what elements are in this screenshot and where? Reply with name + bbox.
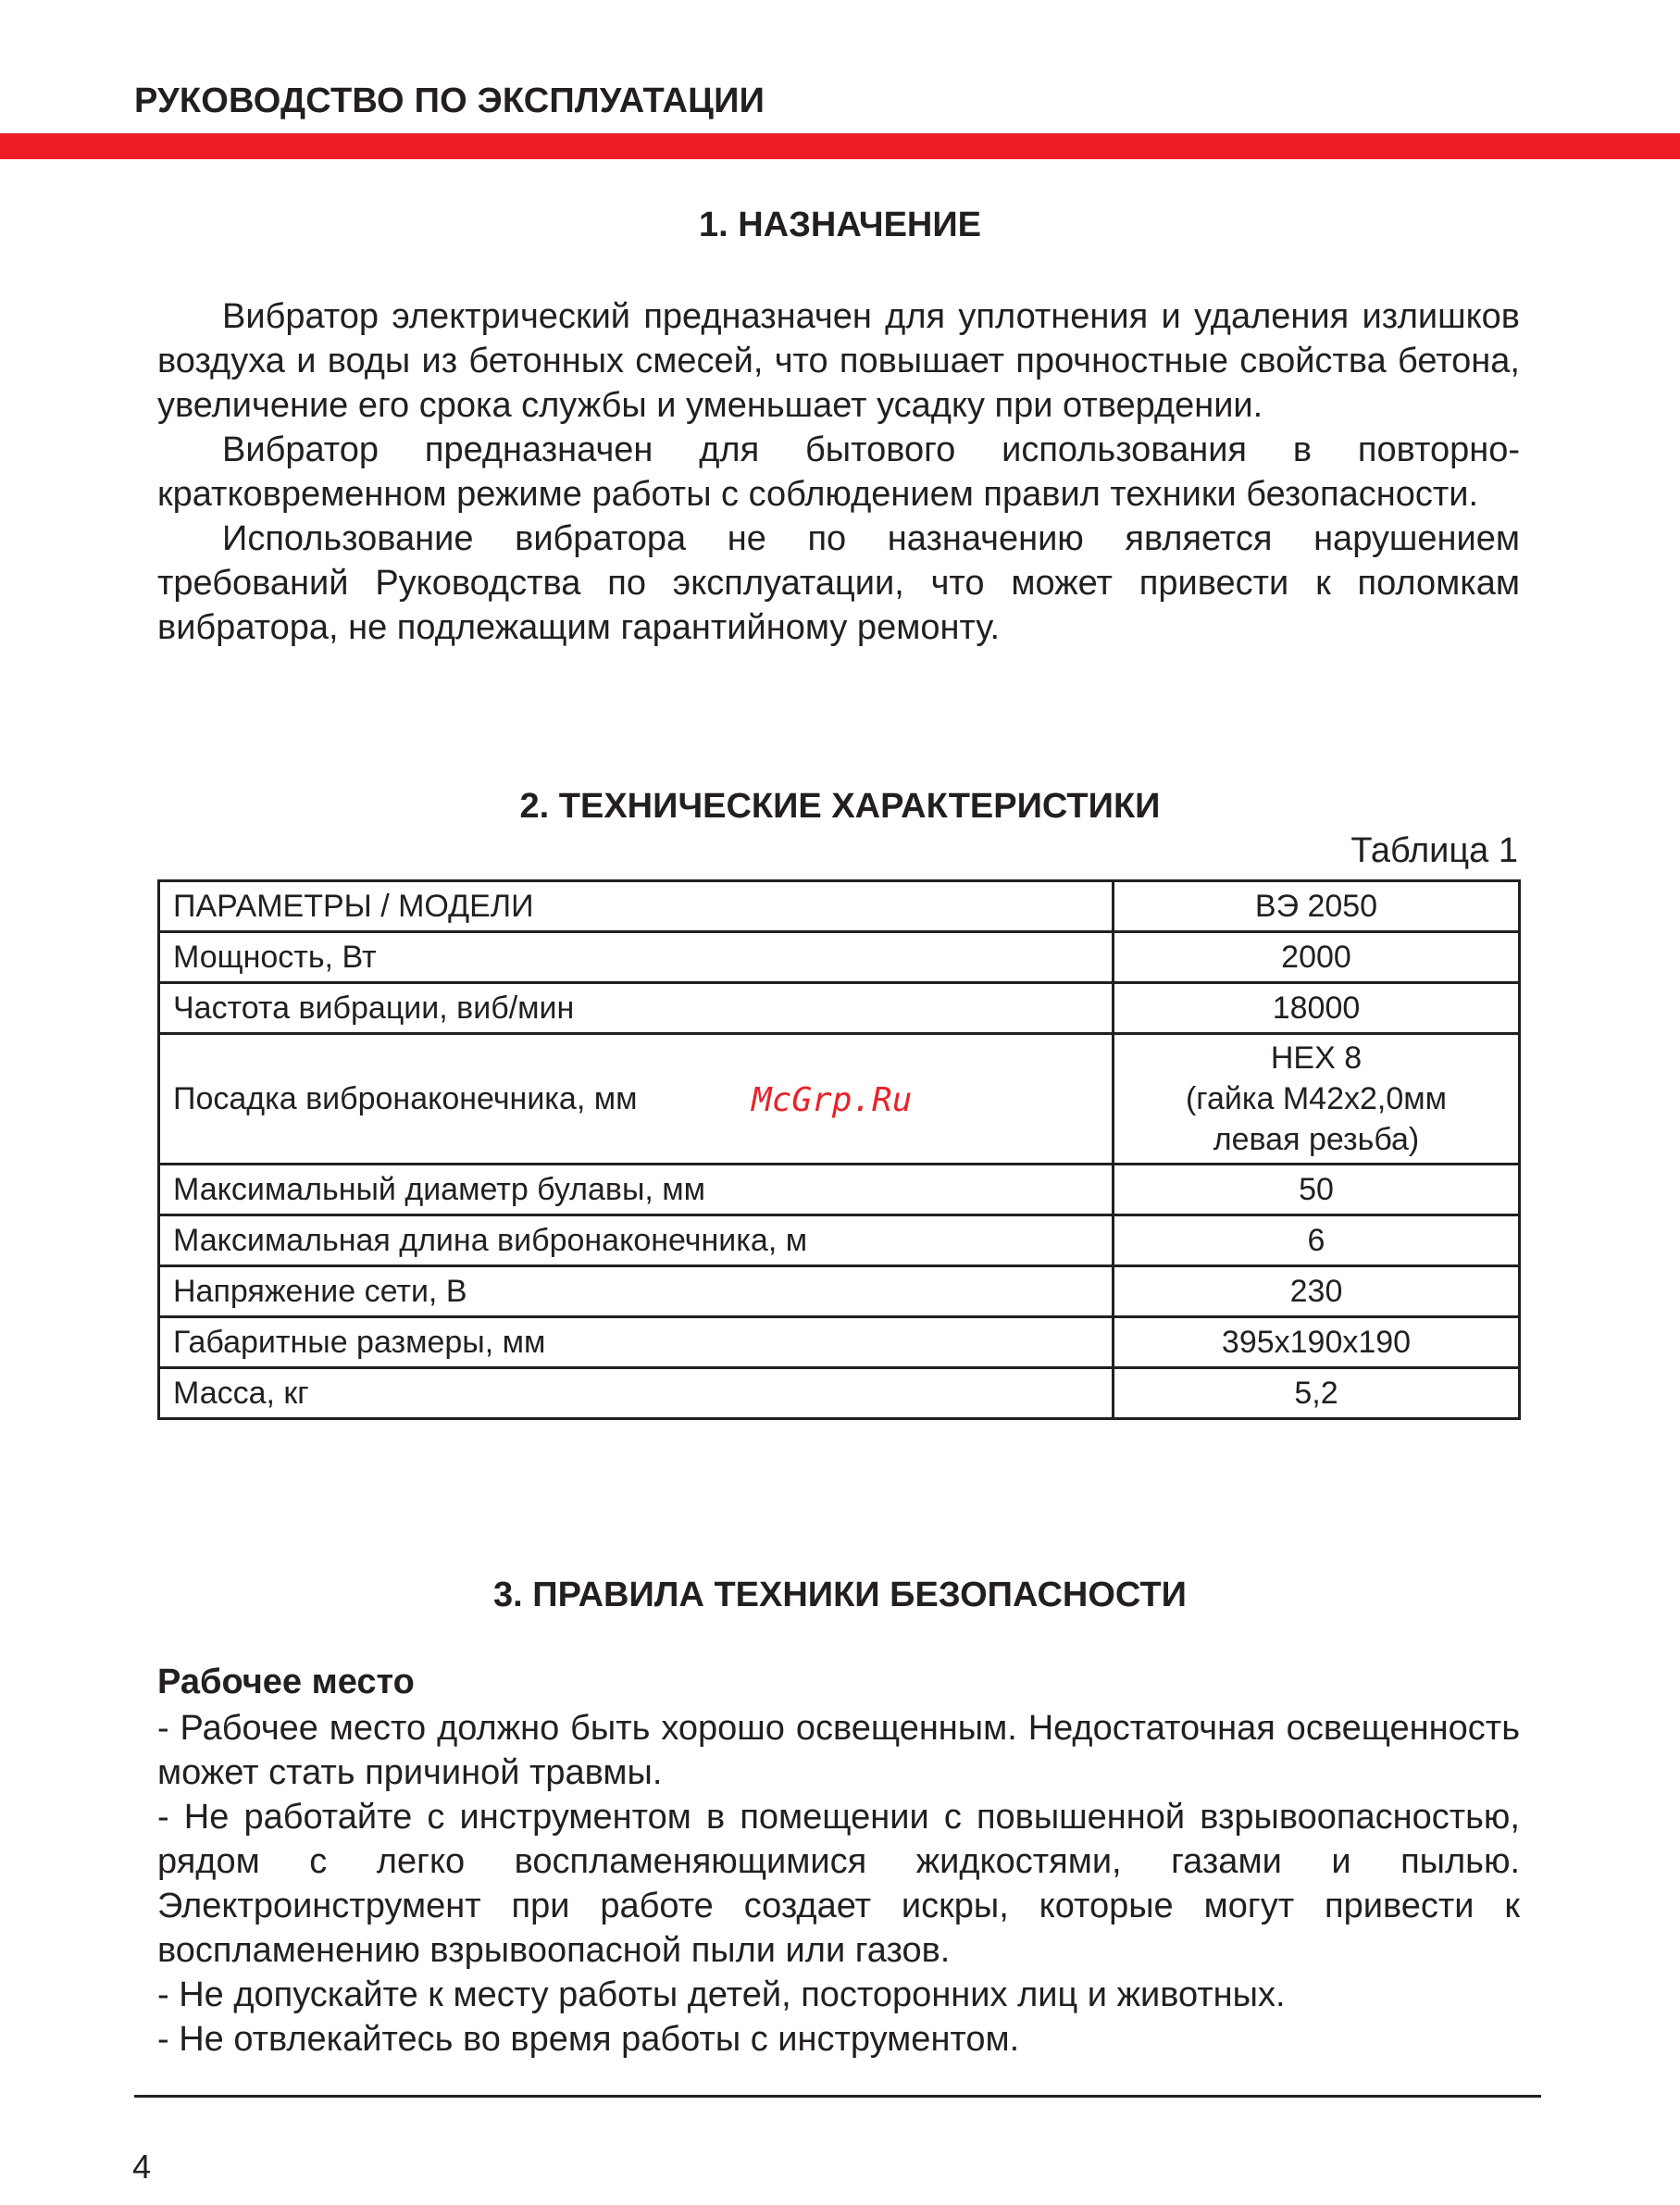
table-row — [159, 1368, 1520, 1419]
table-cell-value: 395х190х190 — [1114, 1317, 1520, 1368]
section-3-heading: 3. ПРАВИЛА ТЕХНИКИ БЕЗОПАСНОСТИ — [493, 1576, 1187, 1614]
table-cell-value — [1114, 1034, 1520, 1165]
table-cell-value-line: (гайка М42х2,0мм — [1185, 1081, 1447, 1116]
table-row — [159, 1317, 1520, 1368]
table-header-row — [159, 881, 1520, 932]
table-cell-param: Частота вибрации, виб/мин — [159, 983, 1114, 1034]
table-header-param: ПАРАМЕТРЫ / МОДЕЛИ — [159, 881, 1114, 932]
table-cell-value: 5,2 — [1114, 1368, 1520, 1419]
list-item: - Не допускайте к месту работы детей, посторонних лиц и животных. — [157, 1975, 1286, 2014]
list-item: - Рабочее место должно быть хорошо освещенным. Недостаточная освещенность может стать причиной травмы. — [157, 1709, 1520, 1792]
section-1-heading: 1. НАЗНАЧЕНИЕ — [698, 206, 982, 244]
table-cell-value-line: левая резьба) — [1213, 1122, 1420, 1157]
section-2-heading: 2. ТЕХНИЧЕСКИЕ ХАРАКТЕРИСТИКИ — [519, 787, 1161, 826]
table-cell-value: 50 — [1114, 1165, 1520, 1215]
table-cell-param: Максимальный диаметр булавы, мм — [159, 1165, 1114, 1215]
section-1-paragraph: Использование вибратора не по назначению является нарушением требований Руководства по эксплуатации, что может привести к поломкам вибратора, не подлежащим гарантийному ремонту. — [157, 519, 1520, 647]
section-1-body — [157, 294, 1520, 650]
table-row — [159, 932, 1520, 983]
section-1-paragraph: Вибратор электрический предназначен для уплотнения и удаления излишков воздуха и воды из бетонных смесей, что повышает прочностные свойства бетона, увеличение его срока службы и уменьшает усадку при отвердении. — [157, 297, 1520, 425]
table-cell-value: 230 — [1114, 1266, 1520, 1317]
table-cell-param: Напряжение сети, В — [159, 1266, 1114, 1317]
table-row — [159, 1266, 1520, 1317]
watermark: McGrp.Ru — [752, 1081, 913, 1119]
safety-rules-list — [157, 1706, 1520, 2062]
page-header-title: РУКОВОДСТВО ПО ЭКСПЛУАТАЦИИ — [134, 81, 765, 120]
table-caption: Таблица 1 — [1350, 831, 1518, 870]
table-row — [159, 1165, 1520, 1215]
footer-divider — [134, 2095, 1541, 2098]
header-red-bar — [0, 133, 1680, 159]
specifications-table — [157, 879, 1521, 1420]
table-row — [159, 983, 1520, 1034]
table-cell-value: 6 — [1114, 1215, 1520, 1266]
list-item: - Не работайте с инструментом в помещении с повышенной взрывоопасностью, рядом с легко воспламеняющимися жидкостями, газами и пылью. Электроинструмент при работе создает искры, которые могут привести к воспламенению взрывоопасной пыли или газов. — [157, 1798, 1520, 1970]
list-item: - Не отвлекайтесь во время работы с инструментом. — [157, 2020, 1020, 2059]
table-cell-value: 18000 — [1114, 983, 1520, 1034]
workplace-subheading: Рабочее место — [157, 1663, 415, 1701]
table-cell-param: Посадка вибронаконечника, мм — [159, 1034, 1114, 1165]
table-cell-param: Максимальная длина вибронаконечника, м — [159, 1215, 1114, 1266]
page-number: 4 — [132, 2148, 152, 2186]
table-header-model: ВЭ 2050 — [1114, 881, 1520, 932]
section-1-paragraph: Вибратор предназначен для бытового использования в повторно-кратковременном режиме работы с соблюдением правил техники безопасности. — [157, 430, 1520, 514]
table-cell-value-line: HEX 8 — [1270, 1040, 1363, 1076]
table-cell-value: 2000 — [1114, 932, 1520, 983]
table-cell-param: Масса, кг — [159, 1368, 1114, 1419]
table-row — [159, 1215, 1520, 1266]
table-cell-param: Мощность, Вт — [159, 932, 1114, 983]
table-cell-param: Габаритные размеры, мм — [159, 1317, 1114, 1368]
